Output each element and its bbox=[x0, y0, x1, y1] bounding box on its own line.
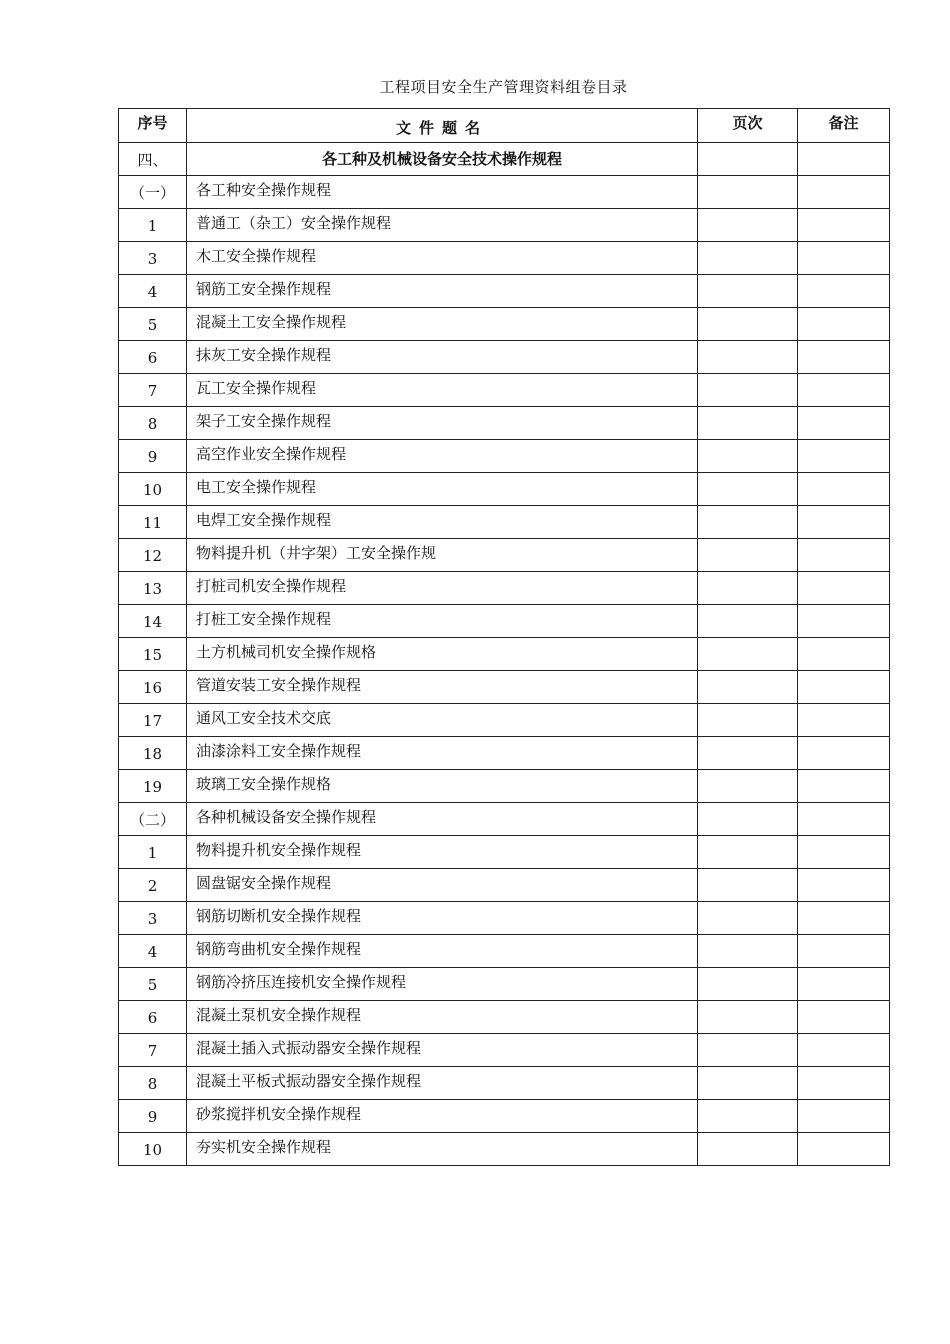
row-seq: 10 bbox=[119, 1133, 187, 1166]
row-remark bbox=[798, 440, 890, 473]
row-remark bbox=[798, 209, 890, 242]
row-remark bbox=[798, 242, 890, 275]
table-row bbox=[119, 605, 890, 638]
row-page bbox=[698, 341, 798, 374]
row-seq: 7 bbox=[119, 374, 187, 407]
row-file-name: 混凝土平板式振动器安全操作规程 bbox=[187, 1067, 698, 1100]
table-row bbox=[119, 935, 890, 968]
table-row bbox=[119, 737, 890, 770]
row-remark bbox=[798, 407, 890, 440]
row-page bbox=[698, 176, 798, 209]
section-title: 各工种及机械设备安全技术操作规程 bbox=[187, 143, 698, 176]
table-row bbox=[119, 341, 890, 374]
row-file-name: 电工安全操作规程 bbox=[187, 473, 698, 506]
table-header-row bbox=[119, 109, 890, 143]
table-row bbox=[119, 176, 890, 209]
row-file-name: 圆盘锯安全操作规程 bbox=[187, 869, 698, 902]
table-row bbox=[119, 506, 890, 539]
row-seq: 6 bbox=[119, 341, 187, 374]
row-page bbox=[698, 308, 798, 341]
header-page: 页次 bbox=[698, 109, 798, 143]
table-row bbox=[119, 638, 890, 671]
header-seq: 序号 bbox=[119, 109, 187, 143]
row-remark bbox=[798, 1034, 890, 1067]
row-page bbox=[698, 935, 798, 968]
row-seq: 15 bbox=[119, 638, 187, 671]
row-remark bbox=[798, 935, 890, 968]
row-page bbox=[698, 374, 798, 407]
row-page bbox=[698, 737, 798, 770]
row-file-name: 通风工安全技术交底 bbox=[187, 704, 698, 737]
row-file-name: 各种机械设备安全操作规程 bbox=[187, 803, 698, 836]
table-row bbox=[119, 275, 890, 308]
row-seq: 16 bbox=[119, 671, 187, 704]
row-page bbox=[698, 770, 798, 803]
row-file-name: 高空作业安全操作规程 bbox=[187, 440, 698, 473]
row-page bbox=[698, 1001, 798, 1034]
row-remark bbox=[798, 1067, 890, 1100]
table-row bbox=[119, 1034, 890, 1067]
table-row bbox=[119, 1067, 890, 1100]
row-file-name: 电焊工安全操作规程 bbox=[187, 506, 698, 539]
row-file-name: 钢筋弯曲机安全操作规程 bbox=[187, 935, 698, 968]
table-row bbox=[119, 473, 890, 506]
row-page bbox=[698, 539, 798, 572]
row-seq: 4 bbox=[119, 275, 187, 308]
row-page bbox=[698, 902, 798, 935]
row-remark bbox=[798, 275, 890, 308]
row-seq: 3 bbox=[119, 242, 187, 275]
row-seq: 7 bbox=[119, 1034, 187, 1067]
row-remark bbox=[798, 869, 890, 902]
row-seq: 1 bbox=[119, 836, 187, 869]
row-file-name: 打桩工安全操作规程 bbox=[187, 605, 698, 638]
table-row bbox=[119, 539, 890, 572]
row-file-name: 瓦工安全操作规程 bbox=[187, 374, 698, 407]
table-row bbox=[119, 869, 890, 902]
row-page bbox=[698, 803, 798, 836]
row-remark bbox=[798, 671, 890, 704]
row-file-name: 混凝土工安全操作规程 bbox=[187, 308, 698, 341]
row-seq: 5 bbox=[119, 968, 187, 1001]
row-file-name: 土方机械司机安全操作规格 bbox=[187, 638, 698, 671]
row-page bbox=[698, 473, 798, 506]
toc-table bbox=[118, 108, 890, 1166]
row-seq: 3 bbox=[119, 902, 187, 935]
table-row bbox=[119, 572, 890, 605]
row-seq: 四、 bbox=[119, 143, 187, 176]
row-remark bbox=[798, 1133, 890, 1166]
table-row bbox=[119, 209, 890, 242]
row-file-name: 管道安装工安全操作规程 bbox=[187, 671, 698, 704]
row-file-name: 钢筋工安全操作规程 bbox=[187, 275, 698, 308]
row-remark bbox=[798, 803, 890, 836]
table-row bbox=[119, 803, 890, 836]
row-page bbox=[698, 1133, 798, 1166]
row-file-name: 物料提升机（井字架）工安全操作规 bbox=[187, 539, 698, 572]
row-file-name: 玻璃工安全操作规格 bbox=[187, 770, 698, 803]
row-seq: 8 bbox=[119, 1067, 187, 1100]
row-file-name: 物料提升机安全操作规程 bbox=[187, 836, 698, 869]
row-seq: 13 bbox=[119, 572, 187, 605]
row-remark bbox=[798, 473, 890, 506]
table-row bbox=[119, 143, 890, 176]
row-seq: 9 bbox=[119, 1100, 187, 1133]
row-seq: 19 bbox=[119, 770, 187, 803]
row-page bbox=[698, 704, 798, 737]
table-row bbox=[119, 836, 890, 869]
row-remark bbox=[798, 374, 890, 407]
row-page bbox=[698, 242, 798, 275]
row-page bbox=[698, 1067, 798, 1100]
row-page bbox=[698, 506, 798, 539]
table-row bbox=[119, 440, 890, 473]
row-remark bbox=[798, 638, 890, 671]
row-seq: 18 bbox=[119, 737, 187, 770]
row-page bbox=[698, 638, 798, 671]
row-remark bbox=[798, 1100, 890, 1133]
row-remark bbox=[798, 143, 890, 176]
table-row bbox=[119, 902, 890, 935]
table-row bbox=[119, 407, 890, 440]
row-page bbox=[698, 605, 798, 638]
row-seq: 6 bbox=[119, 1001, 187, 1034]
row-remark bbox=[798, 341, 890, 374]
row-seq: （二） bbox=[119, 803, 187, 836]
row-remark bbox=[798, 968, 890, 1001]
row-remark bbox=[798, 506, 890, 539]
row-page bbox=[698, 407, 798, 440]
row-file-name: 打桩司机安全操作规程 bbox=[187, 572, 698, 605]
row-page bbox=[698, 1100, 798, 1133]
table-row bbox=[119, 1001, 890, 1034]
row-file-name: 钢筋切断机安全操作规程 bbox=[187, 902, 698, 935]
row-file-name: 各工种安全操作规程 bbox=[187, 176, 698, 209]
row-page bbox=[698, 836, 798, 869]
row-seq: 9 bbox=[119, 440, 187, 473]
row-remark bbox=[798, 176, 890, 209]
row-page bbox=[698, 209, 798, 242]
row-remark bbox=[798, 902, 890, 935]
table-row bbox=[119, 770, 890, 803]
row-file-name: 架子工安全操作规程 bbox=[187, 407, 698, 440]
row-file-name: 混凝土插入式振动器安全操作规程 bbox=[187, 1034, 698, 1067]
table-row bbox=[119, 374, 890, 407]
table-row bbox=[119, 1100, 890, 1133]
table-body bbox=[119, 143, 890, 1166]
row-file-name: 木工安全操作规程 bbox=[187, 242, 698, 275]
row-seq: 10 bbox=[119, 473, 187, 506]
row-remark bbox=[798, 770, 890, 803]
row-page bbox=[698, 275, 798, 308]
header-file-name: 文件题名 bbox=[187, 109, 698, 143]
row-file-name: 混凝土泵机安全操作规程 bbox=[187, 1001, 698, 1034]
row-file-name: 钢筋冷挤压连接机安全操作规程 bbox=[187, 968, 698, 1001]
table-row bbox=[119, 308, 890, 341]
row-seq: 5 bbox=[119, 308, 187, 341]
row-page bbox=[698, 968, 798, 1001]
row-seq: 17 bbox=[119, 704, 187, 737]
table-row bbox=[119, 242, 890, 275]
row-seq: 8 bbox=[119, 407, 187, 440]
row-remark bbox=[798, 572, 890, 605]
row-page bbox=[698, 671, 798, 704]
row-seq: 1 bbox=[119, 209, 187, 242]
row-file-name: 砂浆搅拌机安全操作规程 bbox=[187, 1100, 698, 1133]
row-file-name: 油漆涂料工安全操作规程 bbox=[187, 737, 698, 770]
row-remark bbox=[798, 1001, 890, 1034]
row-page bbox=[698, 143, 798, 176]
row-file-name: 抹灰工安全操作规程 bbox=[187, 341, 698, 374]
row-remark bbox=[798, 605, 890, 638]
row-seq: 11 bbox=[119, 506, 187, 539]
row-page bbox=[698, 440, 798, 473]
row-page bbox=[698, 1034, 798, 1067]
row-remark bbox=[798, 836, 890, 869]
row-file-name: 夯实机安全操作规程 bbox=[187, 1133, 698, 1166]
row-seq: 4 bbox=[119, 935, 187, 968]
row-remark bbox=[798, 704, 890, 737]
row-page bbox=[698, 572, 798, 605]
row-remark bbox=[798, 737, 890, 770]
table-row bbox=[119, 1133, 890, 1166]
row-seq: （一） bbox=[119, 176, 187, 209]
table-row bbox=[119, 968, 890, 1001]
table-row bbox=[119, 671, 890, 704]
row-seq: 2 bbox=[119, 869, 187, 902]
row-page bbox=[698, 869, 798, 902]
row-seq: 12 bbox=[119, 539, 187, 572]
table-row bbox=[119, 704, 890, 737]
header-remark: 备注 bbox=[798, 109, 890, 143]
row-remark bbox=[798, 539, 890, 572]
row-seq: 14 bbox=[119, 605, 187, 638]
row-file-name: 普通工（杂工）安全操作规程 bbox=[187, 209, 698, 242]
row-remark bbox=[798, 308, 890, 341]
page-title: 工程项目安全生产管理资料组卷目录 bbox=[379, 78, 628, 96]
